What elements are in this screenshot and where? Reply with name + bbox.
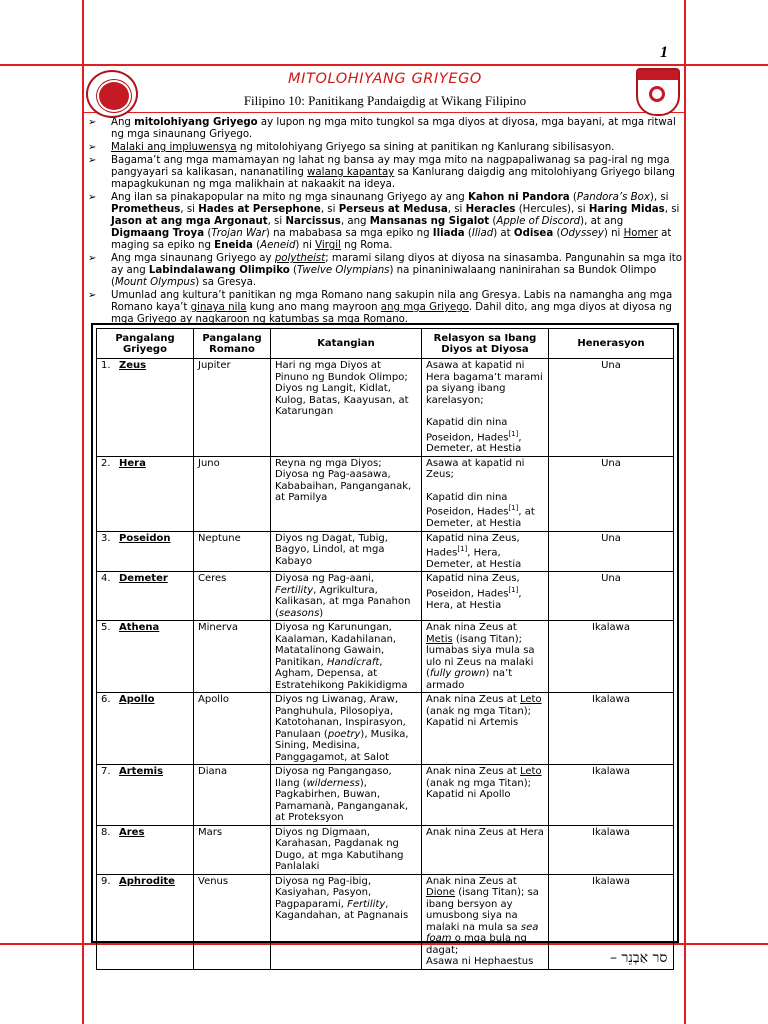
table-header-row	[97, 329, 674, 359]
greek-name-cell: 8. Ares	[97, 825, 194, 874]
relations-cell: Asawa at kapatid ni Zeus; Kapatid din nina Poseidon, Hades[1], at Demeter, at Hestia	[422, 456, 549, 531]
margin-rule-left	[82, 0, 84, 1024]
relations-cell: Anak nina Zeus at Leto (anak ng mga Titan); Kapatid ni Apollo	[422, 765, 549, 826]
header-rule	[82, 112, 686, 113]
greek-name-link[interactable]: Demeter	[119, 573, 168, 585]
intro-bullet-item: ➢ Umunlad ang kultura’t panitikan ng mga Romano nang sakupin nila ang Gresya. Labis na namangha ang mga Romano kaya’t ginaya nila kung ano mang mayroon ang mga Griyego. Dahil dito, ang mga diyos at diyosa ng mga Griyego ay nagkaroon ng katumbas sa mga Romano.	[88, 290, 673, 325]
table-row	[97, 693, 674, 765]
table-row	[97, 572, 674, 621]
traits-cell: Diyosa ng Pag-aani, Fertility, Agrikultura, Kalikasan, at mga Panahon (seasons)	[271, 572, 422, 621]
greek-name-link[interactable]: Athena	[119, 622, 160, 634]
generation-cell: Una	[549, 456, 674, 531]
greek-name-link[interactable]: Hera	[119, 457, 146, 469]
roman-name-cell: Neptune	[194, 531, 271, 572]
roman-name-cell: Ceres	[194, 572, 271, 621]
relations-cell: Asawa at kapatid ni Hera bagama’t marami pa siyang ibang karelasyon; Kapatid din nina Poseidon, Hades[1], Demeter, at Hestia	[422, 359, 549, 457]
generation-cell: Ikalawa	[549, 621, 674, 693]
table-row	[97, 456, 674, 531]
arrow-bullet-icon: ➢	[88, 290, 97, 301]
page-number: 1	[660, 44, 668, 61]
intro-bullet-item: ➢ Ang mitolohiyang Griyego ay lupon ng mga mito tungkol sa mga diyos at diyosa, mga bayani, at mga ritwal ng mga sinaunang Griyego.	[88, 117, 676, 140]
greek-name-link[interactable]: Ares	[119, 826, 145, 838]
generation-cell: Ikalawa	[549, 825, 674, 874]
relations-cell: Anak nina Zeus at Metis (isang Titan); lumabas siya mula sa ulo ni Zeus na malaki (fully grown) na’t armado	[422, 621, 549, 693]
relations-cell: Kapatid nina Zeus, Poseidon, Hades[1], Hera, at Hestia	[422, 572, 549, 621]
roman-name-cell: Juno	[194, 456, 271, 531]
table-row	[97, 825, 674, 874]
traits-cell: Diyos ng Dagat, Tubig, Bagyo, Lindol, at mga Kabayo	[271, 531, 422, 572]
relations-cell: Anak nina Zeus at Dione (isang Titan); sa ibang bersyon ay umusbong siya na malaki na mula sa sea foam o mga bula ng dagat; Asawa ni Hephaestus	[422, 874, 549, 969]
traits-cell: Hari ng mga Diyos at Pinuno ng Bundok Olimpo; Diyos ng Langit, Kidlat, Kulog, Batas, Kaayusan, at Katarungan	[271, 359, 422, 457]
generation-cell: Ikalawa	[549, 874, 674, 969]
col-header-greek: Pangalang Griyego	[97, 329, 194, 359]
intro-bullet-list	[88, 117, 682, 327]
margin-rule-top	[0, 64, 768, 66]
greek-name-cell: 3. Poseidon	[97, 531, 194, 572]
table-row	[97, 531, 674, 572]
intro-bullet-item: ➢ Ang ilan sa pinakapopular na mito ng mga sinaunang Griyego ay ang Kahon ni Pandora (Pandora’s Box), si Prometheus, si Hades at Persephone, si Perseus at Medusa, si Heracles (Hercules), si Haring Midas, si Jason at ang mga Argonaut, si Narcissus, ang Mansanas ng Sigalot (Apple of Discord), at ang Digmaang Troya (Trojan War) na mababasa sa mga epiko ng Iliada (Iliad) at Odisea (Odyssey) ni Homer at maging sa epiko ng Eneida (Aeneid) ni Virgil ng Roma.	[88, 192, 680, 251]
col-header-generation: Henerasyon	[549, 329, 674, 359]
traits-cell: Reyna ng mga Diyos; Diyosa ng Pag-aasawa, Kababaihan, Panganganak, at Pamilya	[271, 456, 422, 531]
greek-name-cell: 7. Artemis	[97, 765, 194, 826]
roman-name-cell: Mars	[194, 825, 271, 874]
arrow-bullet-icon: ➢	[88, 155, 97, 166]
generation-cell: Una	[549, 572, 674, 621]
document-subtitle: Filipino 10: Panitikang Pandaigdig at Wikang Filipino	[243, 93, 527, 108]
col-header-traits: Katangian	[271, 329, 422, 359]
table-row	[97, 874, 674, 969]
traits-cell: Diyos ng Liwanag, Araw, Panghuhula, Pilosopiya, Katotohanan, Inspirasyon, Panulaan (poetry), Musika, Sining, Medisina, Panggagamot, at Salot	[271, 693, 422, 765]
greek-name-link[interactable]: Artemis	[119, 766, 164, 778]
greek-name-link[interactable]: Apollo	[119, 694, 155, 706]
table-row	[97, 765, 674, 826]
arrow-bullet-icon: ➢	[88, 253, 97, 264]
arrow-bullet-icon: ➢	[88, 192, 97, 203]
traits-cell: Diyosa ng Karunungan, Kaalaman, Kadahilanan, Matatalinong Gawain, Panitikan, Handicraft, Agham, Depensa, at Estratehikong Pakikidigma	[271, 621, 422, 693]
roman-name-cell: Venus	[194, 874, 271, 969]
arrow-bullet-icon: ➢	[88, 142, 97, 153]
greek-name-link[interactable]: Poseidon	[119, 532, 171, 544]
margin-rule-right	[684, 0, 686, 1024]
generation-cell: Una	[549, 359, 674, 457]
generation-cell: Ikalawa	[549, 765, 674, 826]
greek-name-cell: 9. Aphrodite	[97, 874, 194, 969]
greek-name-link[interactable]: Aphrodite	[119, 875, 175, 887]
col-header-relations: Relasyon sa Ibang Diyos at Diyosa	[422, 329, 549, 359]
intro-bullet-item: ➢ Bagama’t ang mga mamamayan ng lahat ng bansa ay may mga mito na nagpapaliwanag sa pag-iral ng mga pangyayari sa kalikasan, nananatiling walang kapantay sa Kanlurang daigdig ang mitolohiyang Griyego bilang mapagkukunan ng mga malikhain at nakaakit na ideya.	[88, 155, 675, 190]
generation-cell: Una	[549, 531, 674, 572]
roman-name-cell: Minerva	[194, 621, 271, 693]
relations-cell: Kapatid nina Zeus, Hades[1], Hera, Demeter, at Hestia	[422, 531, 549, 572]
greek-name-cell: 1. Zeus	[97, 359, 194, 457]
intro-bullet-item: ➢ Malaki ang impluwensya ng mitolohiyang Griyego sa sining at panitikan ng Kanlurang sibilisasyon.	[88, 142, 615, 153]
intro-bullet-item: ➢ Ang mga sinaunang Griyego ay polytheist; marami silang diyos at diyosa na sinasamba. Pangunahin sa mga ito ay ang Labindalawang Olimpiko (Twelve Olympians) na pinaniniwalaang naninirahan sa Bundok Olimpo (Mount Olympus) sa Gresya.	[88, 253, 682, 288]
relations-cell: Anak nina Zeus at Leto (anak ng mga Titan); Kapatid ni Artemis	[422, 693, 549, 765]
generation-cell: Ikalawa	[549, 693, 674, 765]
roman-name-cell: Diana	[194, 765, 271, 826]
greek-name-cell: 4. Demeter	[97, 572, 194, 621]
greek-name-link[interactable]: Zeus	[119, 360, 147, 371]
greek-name-cell: 2. Hera	[97, 456, 194, 531]
traits-cell: Diyosa ng Pag-ibig, Kasiyahan, Pasyon, Pagpaparami, Fertility, Kagandahan, at Pagnanais	[271, 874, 422, 969]
table-row	[97, 359, 674, 457]
traits-cell: Diyos ng Digmaan, Karahasan, Pagdanak ng Dugo, at mga Kabutihang Panlalaki	[271, 825, 422, 874]
greek-name-cell: 6. Apollo	[97, 693, 194, 765]
batstateu-logo-icon	[636, 68, 680, 116]
greek-name-cell: 5. Athena	[97, 621, 194, 693]
gods-table	[96, 328, 674, 970]
university-seal-icon	[86, 70, 138, 118]
roman-name-cell: Jupiter	[194, 359, 271, 457]
arrow-bullet-icon: ➢	[88, 117, 97, 128]
roman-name-cell: Apollo	[194, 693, 271, 765]
relations-cell: Anak nina Zeus at Hera	[422, 825, 549, 874]
traits-cell: Diyosa ng Pangangaso, Ilang (wilderness), Pagkabirhen, Buwan, Pamamanà, Panganganak, at Proteksyon	[271, 765, 422, 826]
footer-signature: – סר אַבְנֵר	[610, 950, 668, 966]
table-row	[97, 621, 674, 693]
col-header-roman: Pangalang Romano	[194, 329, 271, 359]
document-title: MITOLOHIYANG GRIYEGO	[288, 71, 482, 87]
